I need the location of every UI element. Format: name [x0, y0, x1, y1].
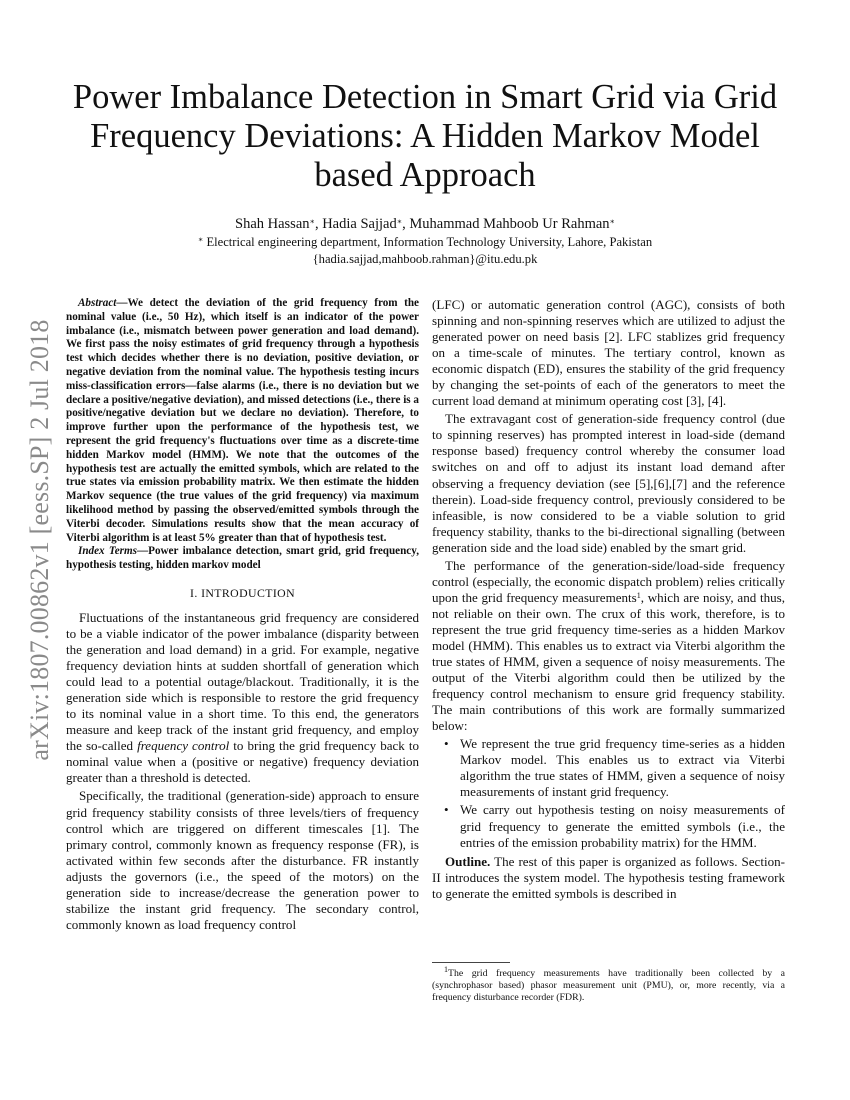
intro-paragraph-2-cont: (LFC) or automatic generation control (AGC), consists of both spinning and non-spinning reserves which are utilized to adjust the generated power on need basis [2]. LFC stablizes grid frequency on a time-scale of minutes. The tertiary control, known as economic dispatch (ED), ensures the stability of the grid frequency by changing the set-points of each of the generators to meet the current load demand at minimum operating cost [3], [4].: [432, 297, 785, 409]
footnote: [432, 965, 785, 1005]
author-list: Shah Hassan∗, Hadia Sajjad∗, Muhammad Mahboob Ur Rahman∗: [235, 216, 615, 232]
footnote-mark: 1: [444, 965, 448, 974]
abstract-text: —We detect the deviation of the grid frequency from the nominal value (i.e., 50 Hz), which itself is an indicator of the power imbalance (i.e., mismatch between power generation and load demand). We first pass the noisy estimates of grid frequency through a hypothesis test which decides whether there is no deviation, positive deviation, or negative deviation from the nominal value. The hypothesis testing incurs miss-classification errors—false alarms (i.e., there is no deviation but we declare a positive/negative deviation), and missed detections (i.e., there is a positive/negative deviation but we declare no deviation). Therefore, to improve further upon the performance of the hypothesis test, we represent the grid frequency's fluctuations over time as a discrete-time hidden Markov model (HMM). We note that the outcomes of the hypothesis test are actually the emitted symbols, which are related to the true states via emission probability matrix. We then estimate the hidden Markov sequence (the true values of the grid frequency) via maximum likelihood method by passing the observed/emitted symbols through the Viterbi decoder. Simulations results show that the mean accuracy of Viterbi algorithm is at least 5% greater than that of hypothesis test.: [66, 297, 419, 544]
outline-text: The rest of this paper is organized as follows. Section-II introduces the system model. The hypothesis testing framework to generate the emitted symbols is described in: [432, 853, 785, 901]
author-mark: ∗: [609, 217, 615, 226]
author-name: Shah Hassan: [235, 216, 310, 232]
contributions-list: [432, 736, 785, 850]
footnote-divider: [432, 962, 510, 963]
section-numeral: I.: [190, 585, 198, 600]
index-terms-label: Index Terms: [78, 545, 137, 558]
intro-paragraph-2: Specifically, the traditional (generation-side) approach to ensure grid frequency stability consists of three levels/tiers of frequency control which are triggered on different timescales [1]. The primary control, commonly known as frequency response (FR), is activated within few seconds after the disturbance. FR instantly adjusts the governors (i.e., the speed of the motors) on the generation side to increase/decrease the generation power to stabilize the instant grid frequency. The secondary control, commonly known as load frequency control: [66, 788, 419, 932]
title-line: Frequency Deviations: A Hidden Markov Model: [90, 117, 760, 155]
title-line: Power Imbalance Detection in Smart Grid via Grid: [72, 78, 778, 116]
intro-paragraph-4: [432, 558, 785, 735]
left-column: [66, 297, 419, 935]
author-name: Muhammad Mahboob Ur Rahman: [409, 216, 610, 232]
intro-p1-end: to bring the grid frequency back to nominal value when a (positive or negative) frequency deviation greater than a threshold is detected.: [66, 738, 419, 786]
right-column: [432, 297, 785, 904]
author-name: Hadia Sajjad: [322, 216, 397, 232]
intro-p1-start: Fluctuations of the instantaneous grid frequency are considered to be a viable indicator of the power imbalance (disparity between the generation and load demand) in a grid. For example, negative frequency deviation hints at sudden shortfall of generation which could lead to a potential outage/blackout. Traditionally, it is the generation side which is responsible to restore the grid frequency to its nominal value in a short time. To this end, the generators measure and keep track of the instant grid frequency, and employ the so-called: [66, 609, 419, 754]
abstract: [66, 297, 419, 545]
author-mark: ∗: [396, 217, 403, 226]
list-item-text: We represent the true grid frequency time-series as a hidden Markov model. This enables us to extract via Viterbi algorithm the true states of HMM, given a sequence of noisy measurements of instant grid frequency.: [460, 736, 785, 800]
outline-label: Outline.: [445, 853, 491, 869]
paper-title: [60, 78, 790, 195]
affiliation-text: Electrical engineering department, Information Technology University, Lahore, Pakistan: [206, 235, 653, 249]
intro-p4-start: The performance of the generation-side/load-side frequency control (especially, the economic dispatch problem) relies critically upon the grid frequency measurements: [432, 557, 785, 605]
outline-paragraph: [432, 854, 785, 902]
list-item: [432, 736, 785, 800]
affiliation-mark: ∗: [197, 235, 204, 244]
bullet-icon: •: [444, 802, 449, 818]
footnote-text: The grid frequency measurements have traditionally been collected by a (synchrophasor based) phasor measurement unit (PMU), or, more recently, via a frequency disturbance recorder (FDR).: [432, 968, 785, 1004]
intro-p4-end: , which are noisy, and thus, not reliable on their own. The crux of this work, therefore, is to represent the true grid frequency time-series as a hidden Markov model (HMM). This enables us to extract via Viterbi algorithm the true states of HMM, given a sequence of noisy measurements. The output of the Viterbi algorithm could then be utilized by the frequency control mechanism to ensure grid frequency stability. The main contributions of this work are formally summarized below:: [432, 589, 785, 734]
section-heading-introduction: [66, 586, 419, 601]
intro-paragraph-1: [66, 610, 419, 787]
author-mark: ∗: [309, 217, 315, 226]
intro-p1-emphasis: frequency control: [137, 738, 230, 754]
list-item: [432, 802, 785, 850]
index-terms: [66, 545, 419, 573]
section-title: INTRODUCTION: [201, 585, 295, 600]
author-emails: {hadia.sajjad,mahboob.rahman}@itu.edu.pk: [312, 252, 538, 266]
list-item-text: We carry out hypothesis testing on noisy measurements of grid frequency to generate the emitted symbols (i.e., the entries of the emission probability matrix) for the HMM.: [460, 802, 785, 850]
footnote-ref: 1: [636, 590, 641, 600]
arxiv-identifier-text: arXiv:1807.00862v1 [eess.SP] 2 Jul 2018: [25, 319, 54, 761]
intro-paragraph-3: The extravagant cost of generation-side frequency control (due to spinning reserves) has prompted interest in load-side (demand response based) frequency control whereby the consumer load switches on and off to adjust its instant load demand after observing a frequency deviation (see [5],[6],[7] and the reference therein). Load-side frequency control, previously considered to be infeasible, is now considered to be a viable solution to grid frequency stability, thanks to the bi-directional signalling (between generation side and the load side) enabled by the smart grid.: [432, 411, 785, 555]
affiliation: [60, 234, 790, 251]
index-terms-text: —Power imbalance detection, smart grid, grid frequency, hypothesis testing, hidden markov model: [66, 545, 419, 572]
abstract-label: Abstract: [78, 297, 117, 309]
bullet-icon: •: [444, 736, 449, 752]
title-line: based Approach: [314, 156, 536, 194]
arxiv-identifier-stamp: [20, 300, 60, 780]
